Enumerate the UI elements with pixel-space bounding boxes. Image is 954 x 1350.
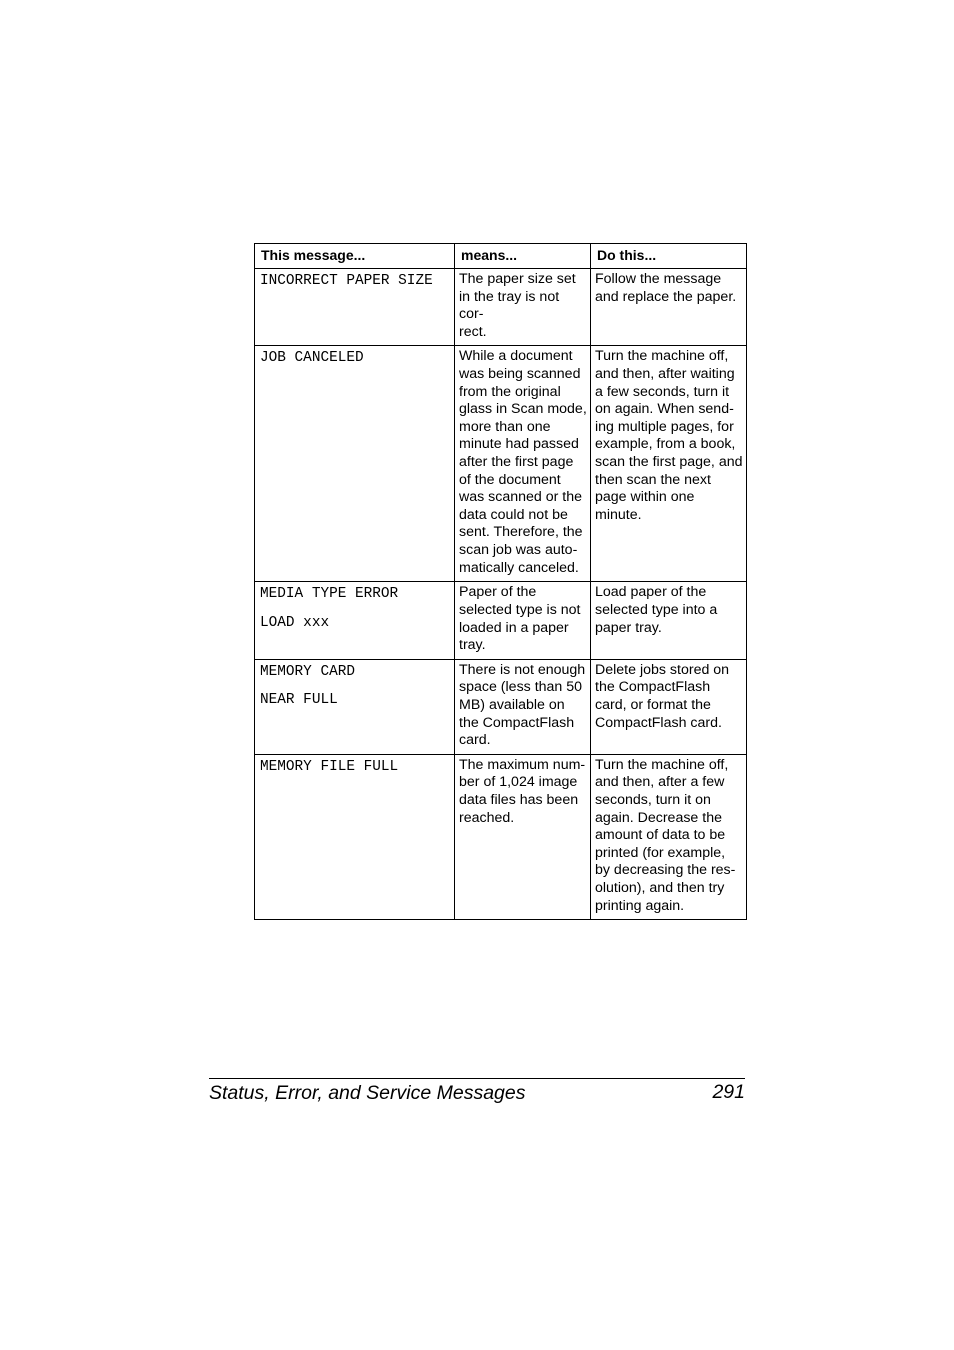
action-cell-line: and replace the paper. bbox=[595, 288, 737, 305]
page-footer bbox=[209, 1078, 745, 1104]
means-cell-line: While a document bbox=[459, 348, 573, 365]
means-cell-line: Paper of the bbox=[459, 584, 537, 601]
message-cell-line: NEAR FULL bbox=[260, 692, 338, 709]
action-cell bbox=[591, 269, 747, 346]
page-number: 291 bbox=[712, 1081, 745, 1103]
message-cell-line: MEMORY FILE FULL bbox=[260, 758, 399, 775]
means-cell-line: in the tray is not cor- bbox=[459, 288, 560, 323]
message-cell bbox=[255, 269, 455, 346]
message-cell-line: MEMORY CARD bbox=[260, 663, 355, 680]
means-cell-line: of the document bbox=[459, 471, 561, 488]
means-cell-line: space (less than 50 bbox=[459, 679, 583, 696]
means-cell-line: was scanned or the bbox=[459, 489, 583, 506]
message-cell-line: MEDIA TYPE ERROR bbox=[260, 586, 399, 603]
table-row bbox=[255, 346, 747, 582]
action-cell bbox=[591, 582, 747, 659]
action-cell-line: on again. When send- bbox=[595, 401, 734, 418]
message-table bbox=[254, 243, 747, 920]
action-cell-line: seconds, turn it on bbox=[595, 791, 711, 808]
action-cell-line: printing again. bbox=[595, 897, 685, 914]
means-cell bbox=[455, 659, 591, 754]
means-cell bbox=[455, 754, 591, 919]
means-cell-line: loaded in a paper bbox=[459, 619, 569, 636]
means-cell-line: The maximum num- bbox=[459, 756, 586, 773]
means-cell-line: after the first page bbox=[459, 453, 574, 470]
message-cell-line: JOB CANCELED bbox=[260, 350, 364, 367]
means-cell-line: There is not enough bbox=[459, 661, 586, 678]
message-cell bbox=[255, 582, 455, 659]
means-cell-line: reached. bbox=[459, 809, 515, 826]
means-cell-line: selected type is not bbox=[459, 601, 581, 618]
header-action: Do this... bbox=[591, 244, 747, 269]
action-cell-line: amount of data to be bbox=[595, 827, 726, 844]
action-cell-line: printed (for example, bbox=[595, 844, 726, 861]
means-cell-line: minute had passed bbox=[459, 436, 579, 453]
message-cell bbox=[255, 659, 455, 754]
means-cell-line: matically canceled. bbox=[459, 559, 579, 576]
table-row bbox=[255, 269, 747, 346]
action-cell-line: minute. bbox=[595, 506, 642, 523]
action-cell-line: Delete jobs stored on bbox=[595, 661, 730, 678]
action-cell-line: Load paper of the bbox=[595, 584, 707, 601]
table-row bbox=[255, 582, 747, 659]
action-cell-line: the CompactFlash bbox=[595, 679, 711, 696]
table-body bbox=[255, 269, 747, 920]
action-cell-line: a few seconds, turn it bbox=[595, 383, 730, 400]
action-cell bbox=[591, 754, 747, 919]
header-message: This message... bbox=[255, 244, 455, 269]
action-cell-line: and then, after a few bbox=[595, 774, 725, 791]
means-cell bbox=[455, 582, 591, 659]
action-cell-line: again. Decrease the bbox=[595, 809, 722, 826]
means-cell-line: was being scanned bbox=[459, 365, 581, 382]
action-cell-line: Turn the machine off, bbox=[595, 756, 729, 773]
action-cell-line: page within one bbox=[595, 489, 695, 506]
means-cell-line: rect. bbox=[459, 323, 487, 340]
means-cell-line: MB) available on bbox=[459, 696, 565, 713]
action-cell-line: CompactFlash card. bbox=[595, 714, 722, 731]
action-cell-line: olution), and then try bbox=[595, 879, 725, 896]
means-cell-line: from the original bbox=[459, 383, 561, 400]
action-cell-line: example, from a book, bbox=[595, 436, 736, 453]
action-cell-line: selected type into a bbox=[595, 601, 718, 618]
means-cell-line: more than one bbox=[459, 418, 551, 435]
header-means: means... bbox=[455, 244, 591, 269]
table-row bbox=[255, 754, 747, 919]
action-cell bbox=[591, 659, 747, 754]
means-cell-line: the CompactFlash bbox=[459, 714, 575, 731]
action-cell-line: then scan the next bbox=[595, 471, 711, 488]
means-cell-line: glass in Scan mode, bbox=[459, 401, 587, 418]
footer-title: Status, Error, and Service Messages bbox=[209, 1082, 526, 1104]
table-header bbox=[255, 244, 747, 269]
action-cell-line: Follow the message bbox=[595, 271, 722, 287]
means-cell-line: card. bbox=[459, 732, 491, 749]
table-row bbox=[255, 659, 747, 754]
means-cell-line: sent. Therefore, the bbox=[459, 524, 583, 541]
means-cell bbox=[455, 346, 591, 582]
action-cell-line: Turn the machine off, bbox=[595, 348, 729, 365]
action-cell-line: scan the first page, and bbox=[595, 453, 743, 470]
means-cell bbox=[455, 269, 591, 346]
action-cell-line: paper tray. bbox=[595, 619, 662, 636]
header-row bbox=[255, 244, 747, 269]
means-cell-line: The paper size set bbox=[459, 271, 576, 287]
means-cell-line: data could not be bbox=[459, 506, 568, 523]
message-cell bbox=[255, 346, 455, 582]
means-cell-line: tray. bbox=[459, 637, 486, 654]
means-cell-line: scan job was auto- bbox=[459, 541, 578, 558]
message-cell-line: INCORRECT PAPER SIZE bbox=[260, 273, 433, 289]
action-cell-line: by decreasing the res- bbox=[595, 862, 736, 879]
message-cell-line: LOAD xxx bbox=[260, 614, 330, 631]
means-cell-line: data files has been bbox=[459, 791, 579, 808]
message-cell bbox=[255, 754, 455, 919]
action-cell-line: card, or format the bbox=[595, 696, 711, 713]
action-cell bbox=[591, 346, 747, 582]
means-cell-line: ber of 1,024 image bbox=[459, 774, 578, 791]
action-cell-line: and then, after waiting bbox=[595, 365, 735, 382]
action-cell-line: ing multiple pages, for bbox=[595, 418, 734, 435]
